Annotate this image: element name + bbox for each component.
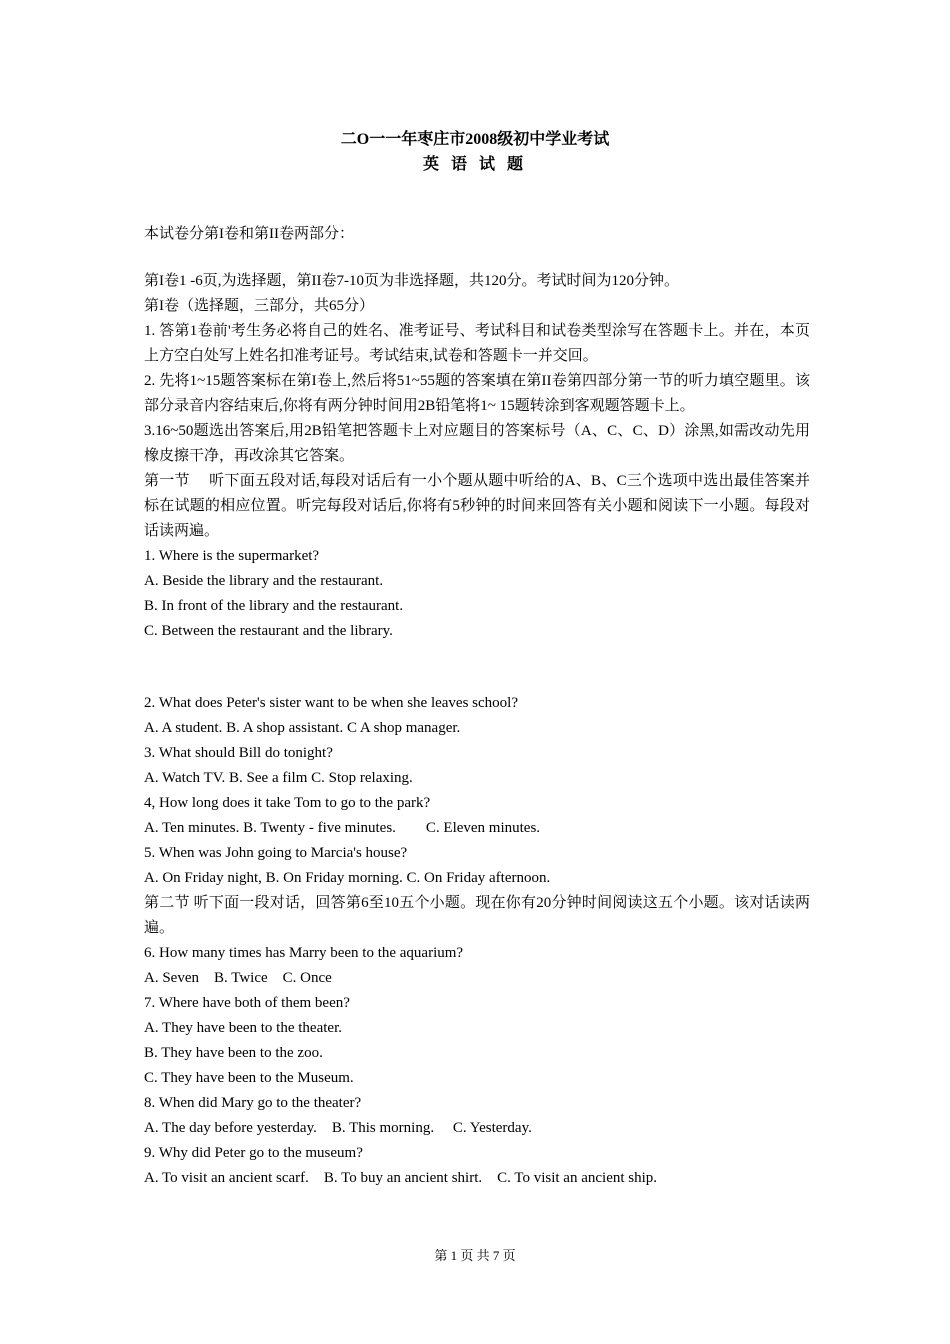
question-3: 3. What should Bill do tonight? [144,745,333,761]
intro-line-1: 本试卷分第I卷和第II卷两部分： [144,226,354,242]
question-2: 2. What does Peter's sister want to be when she leaves school? [144,695,518,711]
question-2-options: A. A student. B. A shop assistant. C A shop manager. [144,720,461,736]
question-9-options: A. To visit an ancient scarf. B. To buy an ancient shirt. C. To visit an ancient ship. [144,1170,658,1186]
document-body [144,222,810,1191]
intro-line-3: 第I卷（选择题，三部分，共65分） [144,298,374,314]
section-2-instructions: 第二节 听下面一段对话，回答第6至10五个小题。现在你有20分钟时间阅读这五个小题。该对话读两遍。 [144,895,810,936]
question-4: 4, How long does it take Tom to go to the park? [144,795,431,811]
question-6: 6. How many times has Marry been to the aquarium? [144,945,464,961]
document-subtitle: 英 语 试 题 [422,156,527,173]
note-3: 3.16~50题选出答案后,用2B铅笔把答题卡上对应题目的答案标号（A、C、C、D）涂黑,如需改动先用橡皮擦干净，再改涂其它答案。 [144,423,810,464]
question-7-option-a: A. They have been to the theater. [144,1020,342,1036]
question-1-option-b: B. In front of the library and the restaurant. [144,598,404,614]
question-7: 7. Where have both of them been? [144,995,350,1011]
note-2: 2. 先将1~15题答案标在第I卷上,然后将51~55题的答案填在第II卷第四部分第一节的听力填空题里。该部分录音内容结束后,你将有两分钟时间用2B铅笔将1~ 15题转涂到客观题答题卡上。 [144,373,810,414]
question-7-option-c: C. They have been to the Museum. [144,1070,354,1086]
question-5: 5. When was John going to Marcia's house? [144,845,408,861]
page-footer: 第 1 页 共 7 页 [434,1248,516,1263]
question-1-option-a: A. Beside the library and the restaurant. [144,573,384,589]
question-4-options: A. Ten minutes. B. Twenty - five minutes. C. Eleven minutes. [144,820,541,836]
question-8: 8. When did Mary go to the theater? [144,1095,362,1111]
question-1: 1. Where is the supermarket? [144,548,320,564]
section-1-instructions: 第一节 听下面五段对话,每段对话后有一小个题从题中听给的A、B、C三个选项中选出最佳答案并标在试题的相应位置。听完每段对话后,你将有5秒钟的时间来回答有关小题和阅读下一小题。每段对话读两遍。 [144,473,810,539]
question-1-option-c: C. Between the restaurant and the library. [144,623,393,639]
document-title: 二O一一年枣庄市2008级初中学业考试 [340,131,610,148]
question-7-option-b: B. They have been to the zoo. [144,1045,323,1061]
intro-line-2: 第I卷1 -6页,为选择题，第II卷7-10页为非选择题，共120分。考试时间为120分钟。 [144,273,679,289]
question-3-options: A. Watch TV. B. See a film C. Stop relaxing. [144,770,413,786]
question-9: 9. Why did Peter go to the museum? [144,1145,363,1161]
note-1: 1. 答第1卷前'考生务必将自己的姓名、准考证号、考试科目和试卷类型涂写在答题卡上。并在，本页上方空白处写上姓名扣准考证号。考试结束,试卷和答题卡一并交回。 [144,323,810,364]
question-5-options: A. On Friday night, B. On Friday morning. C. On Friday afternoon. [144,870,551,886]
question-6-options: A. Seven B. Twice C. Once [144,970,332,986]
question-8-options: A. The day before yesterday. B. This morning. C. Yesterday. [144,1120,532,1136]
